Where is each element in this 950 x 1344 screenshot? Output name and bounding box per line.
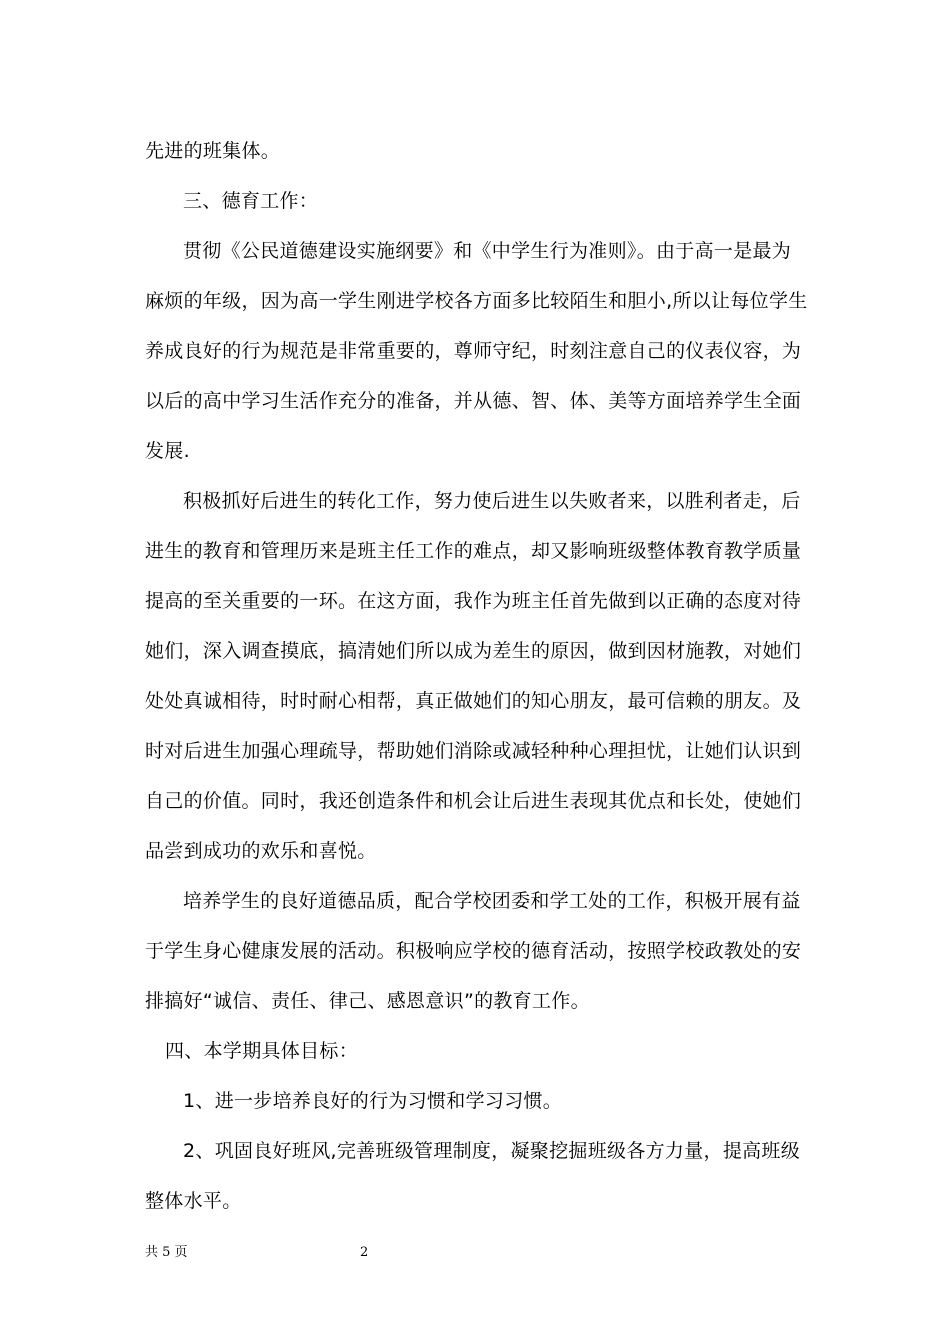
text-line: 品尝到成功的欢乐和喜悦。 xyxy=(145,840,377,862)
text-line: 她们，深入调查摸底，搞清她们所以成为差生的原因，做到因材施教，对她们 xyxy=(145,640,802,662)
text-line: 培养学生的良好道德品质，配合学校团委和学工处的工作，积极开展有益 xyxy=(183,890,801,912)
text-line: 贯彻《公民道德建设实施纲要》和《中学生行为准则》。由于高一是最为 xyxy=(183,240,792,262)
text-line: 排搞好“诚信、责任、律己、感恩意识”的教育工作。 xyxy=(145,990,590,1012)
goal-item-2: 2、巩固良好班风,完善班级管理制度，凝聚挖掘班级各方力量，提高班级 xyxy=(183,1140,801,1162)
text-line: 发展. xyxy=(145,440,190,462)
text-line: 自己的价值。同时，我还创造条件和机会让后进生表现其优点和长处，使她们 xyxy=(145,790,802,812)
goal-item-1: 1、进一步培养良好的行为习惯和学习习惯。 xyxy=(183,1090,563,1112)
text-line: 先进的班集体。 xyxy=(145,140,281,162)
section-heading-semester-goals: 四、本学期具体目标： xyxy=(165,1040,359,1062)
page-number: 2 xyxy=(360,1245,369,1260)
text-line: 整体水平。 xyxy=(145,1190,242,1212)
text-line: 以后的高中学习生活作充分的准备，并从德、智、体、美等方面培养学生全面 xyxy=(145,390,802,412)
text-line: 积极抓好后进生的转化工作，努力使后进生以失败者来，以胜利者走，后 xyxy=(183,490,801,512)
text-line: 进生的教育和管理历来是班主任工作的难点，却又影响班级整体教育教学质量 xyxy=(145,540,802,562)
text-line: 麻烦的年级，因为高一学生刚进学校各方面多比较陌生和胆小,所以让每位学生 xyxy=(145,290,808,312)
text-line: 养成良好的行为规范是非常重要的，尊师守纪，时刻注意自己的仪表仪容，为 xyxy=(145,340,802,362)
section-heading-moral-education: 三、德育工作： xyxy=(183,190,319,212)
text-line: 处处真诚相待，时时耐心相帮，真正做她们的知心朋友，最可信赖的朋友。及 xyxy=(145,690,802,712)
text-line: 时对后进生加强心理疏导，帮助她们消除或减轻种种心理担忧，让她们认识到 xyxy=(145,740,802,762)
text-line: 提高的至关重要的一环。在这方面，我作为班主任首先做到以正确的态度对待 xyxy=(145,590,802,612)
text-line: 于学生身心健康发展的活动。积极响应学校的德育活动，按照学校政教处的安 xyxy=(145,940,802,962)
total-pages-label: 共 5 页 xyxy=(145,1245,188,1260)
